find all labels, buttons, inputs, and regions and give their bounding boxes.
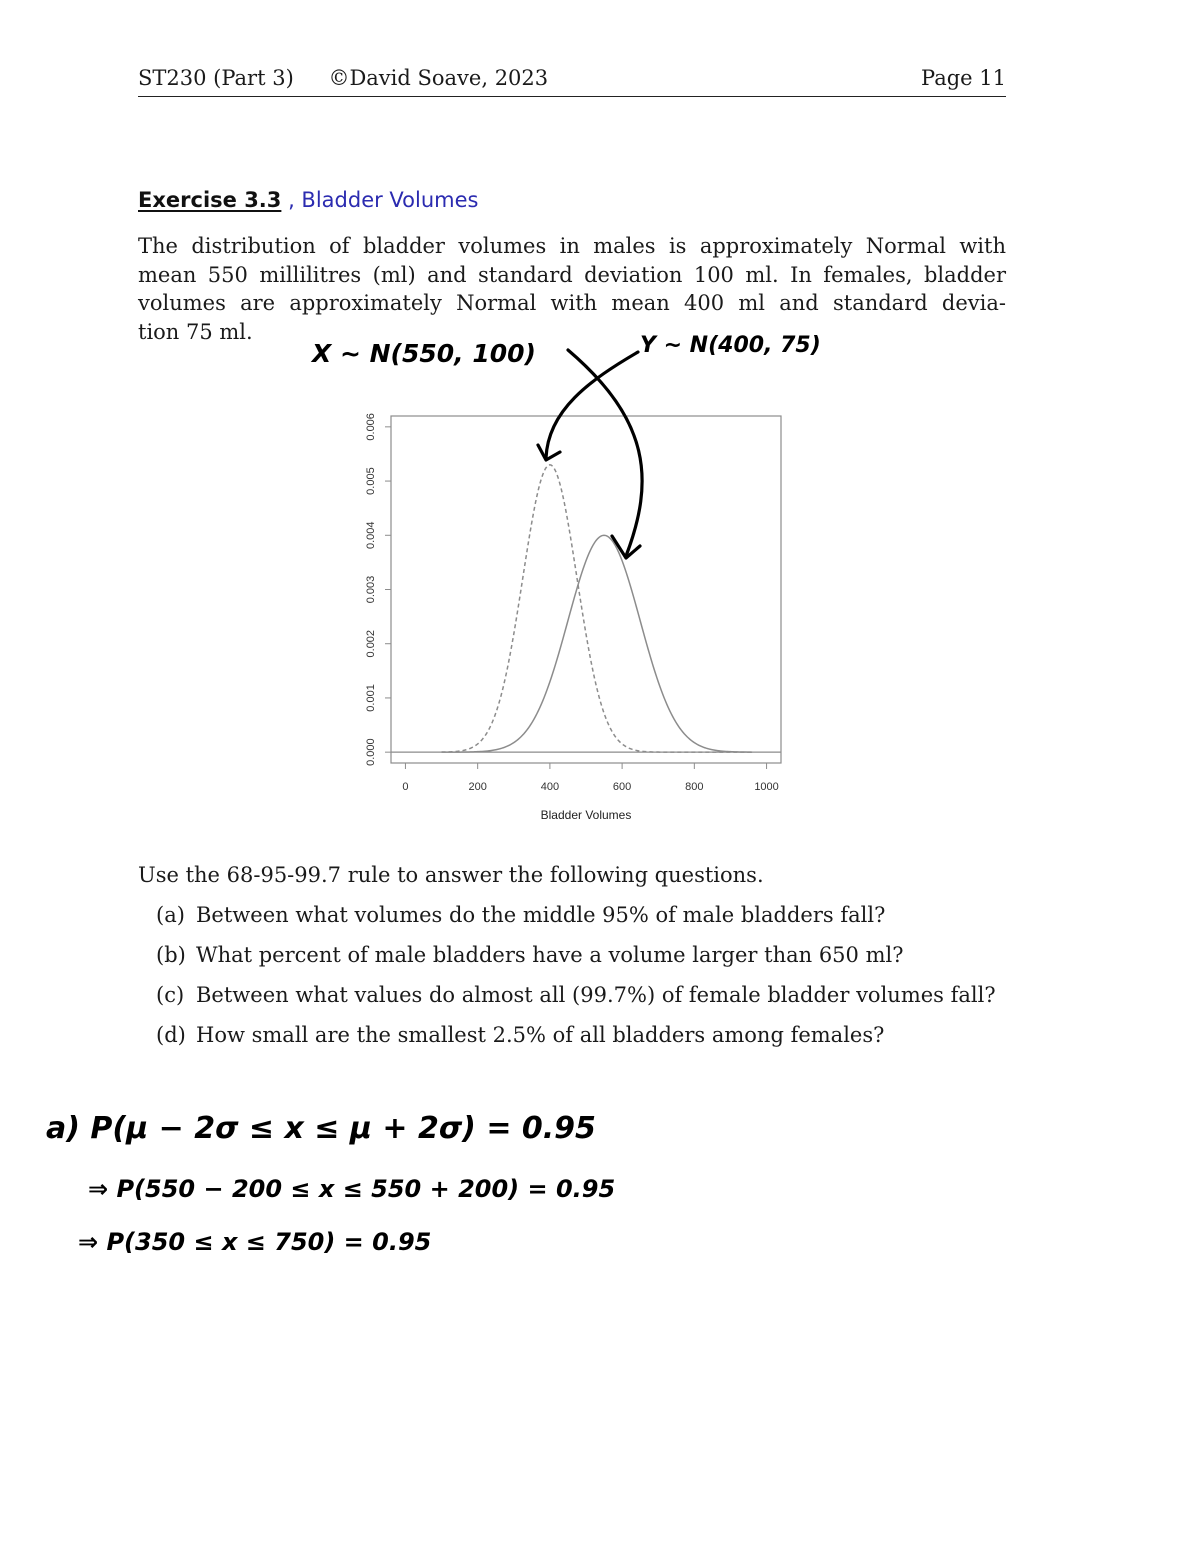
description-line: The distribution of bladder volumes in males is approximately Normal with <box>138 234 1006 258</box>
x-tick-label: 200 <box>468 781 487 793</box>
question-label: (d) <box>156 1023 186 1047</box>
y-tick-label: 0.003 <box>365 575 377 604</box>
course-code: ST230 (Part 3) <box>138 66 294 90</box>
x-axis-label: Bladder Volumes <box>540 808 632 822</box>
x-tick-label: 800 <box>685 781 704 793</box>
y-tick-label: 0.006 <box>365 413 377 441</box>
exercise-title: , Bladder Volumes <box>288 188 479 212</box>
question-label: (a) <box>156 903 185 927</box>
x-tick-label: 400 <box>540 781 560 793</box>
question-item <box>156 982 1006 1008</box>
handwritten-y-distribution: Y ~ N(400, 75) <box>640 333 821 358</box>
x-tick-label: 600 <box>612 781 632 793</box>
y-tick-label: 0.002 <box>365 629 377 658</box>
question-text: Between what values do almost all (99.7%) of female bladder volumes fall? <box>196 983 996 1007</box>
question-label: (c) <box>156 983 185 1007</box>
description-line: volumes are approximately Normal with mean 400 ml and standard devia- <box>138 291 1006 315</box>
questions-intro: Use the 68-95-99.7 rule to answer the following questions. <box>138 863 764 887</box>
exercise-number: Exercise 3.3 <box>138 188 282 212</box>
question-item <box>156 942 1006 968</box>
question-text: Between what volumes do the middle 95% of male bladders fall? <box>196 903 886 927</box>
handwritten-answer-line-3: ⇒ P(350 ≤ x ≤ 750) = 0.95 <box>78 1228 432 1256</box>
question-list <box>156 902 1006 1062</box>
y-tick-label: 0.000 <box>365 738 377 766</box>
description-line: tion 75 ml. <box>138 319 253 344</box>
question-label: (b) <box>156 943 186 967</box>
page-number: Page 11 <box>921 66 1006 90</box>
description-line: mean 550 millilitres (ml) and standard deviation 100 ml. In females, bladder <box>138 262 1006 287</box>
handwritten-x-distribution: X ~ N(550, 100) <box>312 339 536 368</box>
x-tick-label: 1000 <box>754 781 779 793</box>
question-item <box>156 1022 1006 1048</box>
handwritten-answer-line-1: a) P(μ − 2σ ≤ x ≤ μ + 2σ) = 0.95 <box>46 1111 596 1146</box>
x-tick-label: 0 <box>402 781 409 793</box>
copyright-notice: ©David Soave, 2023 <box>328 66 549 90</box>
y-tick-label: 0.004 <box>365 521 377 550</box>
question-item <box>156 902 1006 928</box>
question-text: How small are the smallest 2.5% of all bladders among females? <box>196 1023 885 1047</box>
arrow-x-to-male-curve <box>568 350 642 556</box>
arrow-y-to-female-curve <box>546 352 638 458</box>
question-text: What percent of male bladders have a volume larger than 650 ml? <box>196 943 904 967</box>
y-tick-label: 0.005 <box>365 467 377 495</box>
arrowhead-icon <box>538 445 560 460</box>
handwritten-answer-line-2: ⇒ P(550 − 200 ≤ x ≤ 550 + 200) = 0.95 <box>88 1175 616 1203</box>
y-tick-label: 0.001 <box>365 684 377 712</box>
